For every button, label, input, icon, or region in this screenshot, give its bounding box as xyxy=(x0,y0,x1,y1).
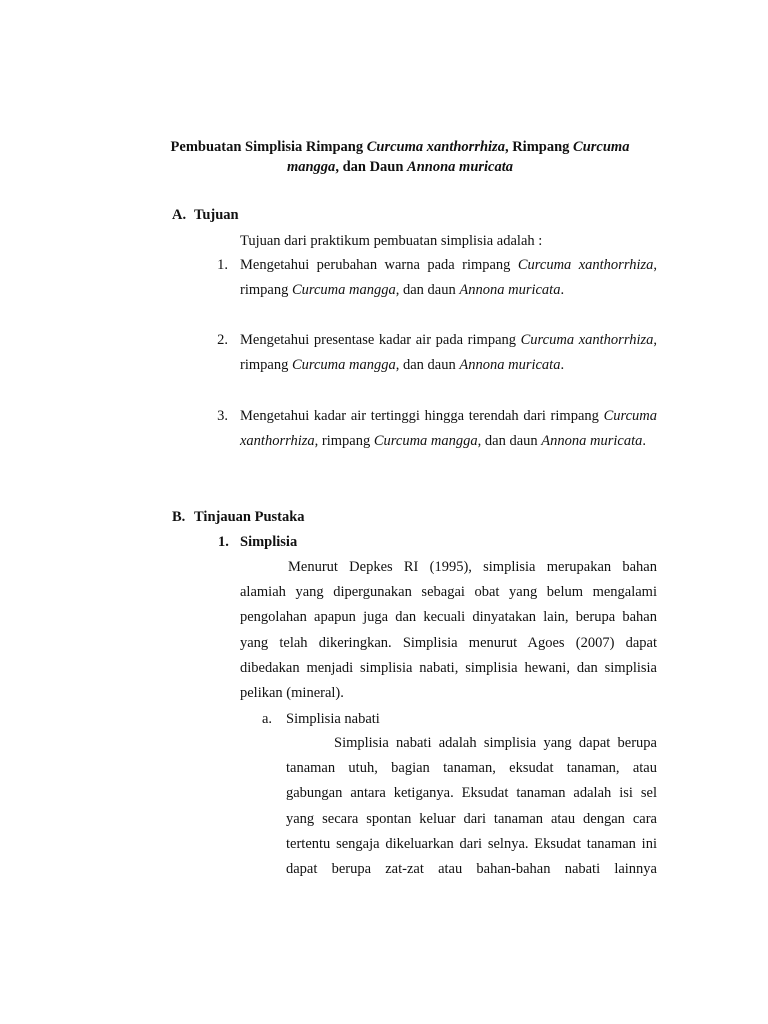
list-item-number: 3. xyxy=(217,408,228,424)
list-item-number: 1. xyxy=(217,257,228,273)
section-b-letter: B. xyxy=(172,509,186,525)
list-item-text: Mengetahui kadar air tertinggi hingga terendah dari rimpang xyxy=(240,408,604,424)
list-item xyxy=(240,253,657,303)
list-item-text: Mengetahui presentase kadar air pada rimpang xyxy=(240,332,521,348)
subsection-1-number: 1. xyxy=(218,534,229,550)
list-item-species: Curcuma mangga xyxy=(291,282,396,299)
title-species-2b: mangga xyxy=(286,159,336,175)
list-item-text: . xyxy=(642,433,646,450)
list-item-species: Annona muricata xyxy=(459,357,561,374)
title-text-3: , dan Daun xyxy=(335,159,408,175)
subsection-1-title: Simplisia xyxy=(240,534,298,550)
list-item xyxy=(240,328,657,378)
list-item-species: Curcuma xanthorrhiza xyxy=(520,332,654,348)
list-item-species: Curcuma xanthorrhiza xyxy=(517,257,654,273)
list-item-text: Mengetahui perubahan warna pada rimpang xyxy=(240,257,518,273)
list-item-text: , dan daun xyxy=(477,433,542,450)
list-item-species: Annona muricata xyxy=(541,433,643,450)
section-a-letter: A. xyxy=(172,207,187,223)
title-text-1: Pembuatan Simplisia Rimpang xyxy=(170,139,367,155)
list-item-text: , rimpang xyxy=(240,332,657,374)
title-species-1: Curcuma xanthorrhiza xyxy=(366,139,505,155)
list-item-text: . xyxy=(560,282,565,299)
list-item xyxy=(240,404,657,454)
section-a-intro: Tujuan dari praktikum pembuatan simplisia adalah : xyxy=(240,233,543,249)
subsection-a-label: a. xyxy=(262,711,273,727)
document-title xyxy=(140,137,660,177)
section-b-title: Tinjauan Pustaka xyxy=(194,509,305,525)
list-item-text: , rimpang xyxy=(240,257,657,299)
list-item-text: , rimpang xyxy=(314,433,374,450)
title-text-2: , Rimpang xyxy=(504,139,574,155)
title-species-3: Annona muricata xyxy=(407,159,514,175)
list-item-species: Curcuma mangga xyxy=(373,433,478,450)
list-item-text: . xyxy=(560,357,565,374)
list-item-text: , dan daun xyxy=(395,357,460,374)
list-item-species: Curcuma mangga xyxy=(291,357,396,374)
list-item-number: 2. xyxy=(217,332,228,348)
simplisia-paragraph: Menurut Depkes RI (1995), simplisia merupakan bahan alamiah yang dipergunakan sebagai obat yang belum mengalami pengolahan apapun juga dan kecuali dinyatakan lain, berupa bahan yang telah dikeringkan. Simplisia menurut Agoes (2007) dapat dibedakan menjadi simplisia nabati, simplisia hewani, dan simplisia pelikan (mineral). xyxy=(240,559,657,702)
title-species-2a: Curcuma xyxy=(573,139,630,155)
list-item-species: Annona muricata xyxy=(459,282,561,299)
simplisia-nabati-paragraph: Simplisia nabati adalah simplisia yang dapat berupa tanaman utuh, bagian tanaman, eksudat tanaman, atau gabungan antara ketiganya. Eksudat tanaman adalah isi sel yang secara spontan keluar dari tanaman atau dengan cara tertentu sengaja dikeluarkan dari selnya. Eksudat tanaman ini dapat berupa zat-zat atau bahan-bahan nabati lainnya xyxy=(286,735,657,878)
list-item-text: , dan daun xyxy=(395,282,460,299)
section-a-title: Tujuan xyxy=(194,207,239,223)
list-item-species: Curcuma xanthorrhiza xyxy=(240,408,657,450)
subsection-a-heading: Simplisia nabati xyxy=(286,711,380,727)
